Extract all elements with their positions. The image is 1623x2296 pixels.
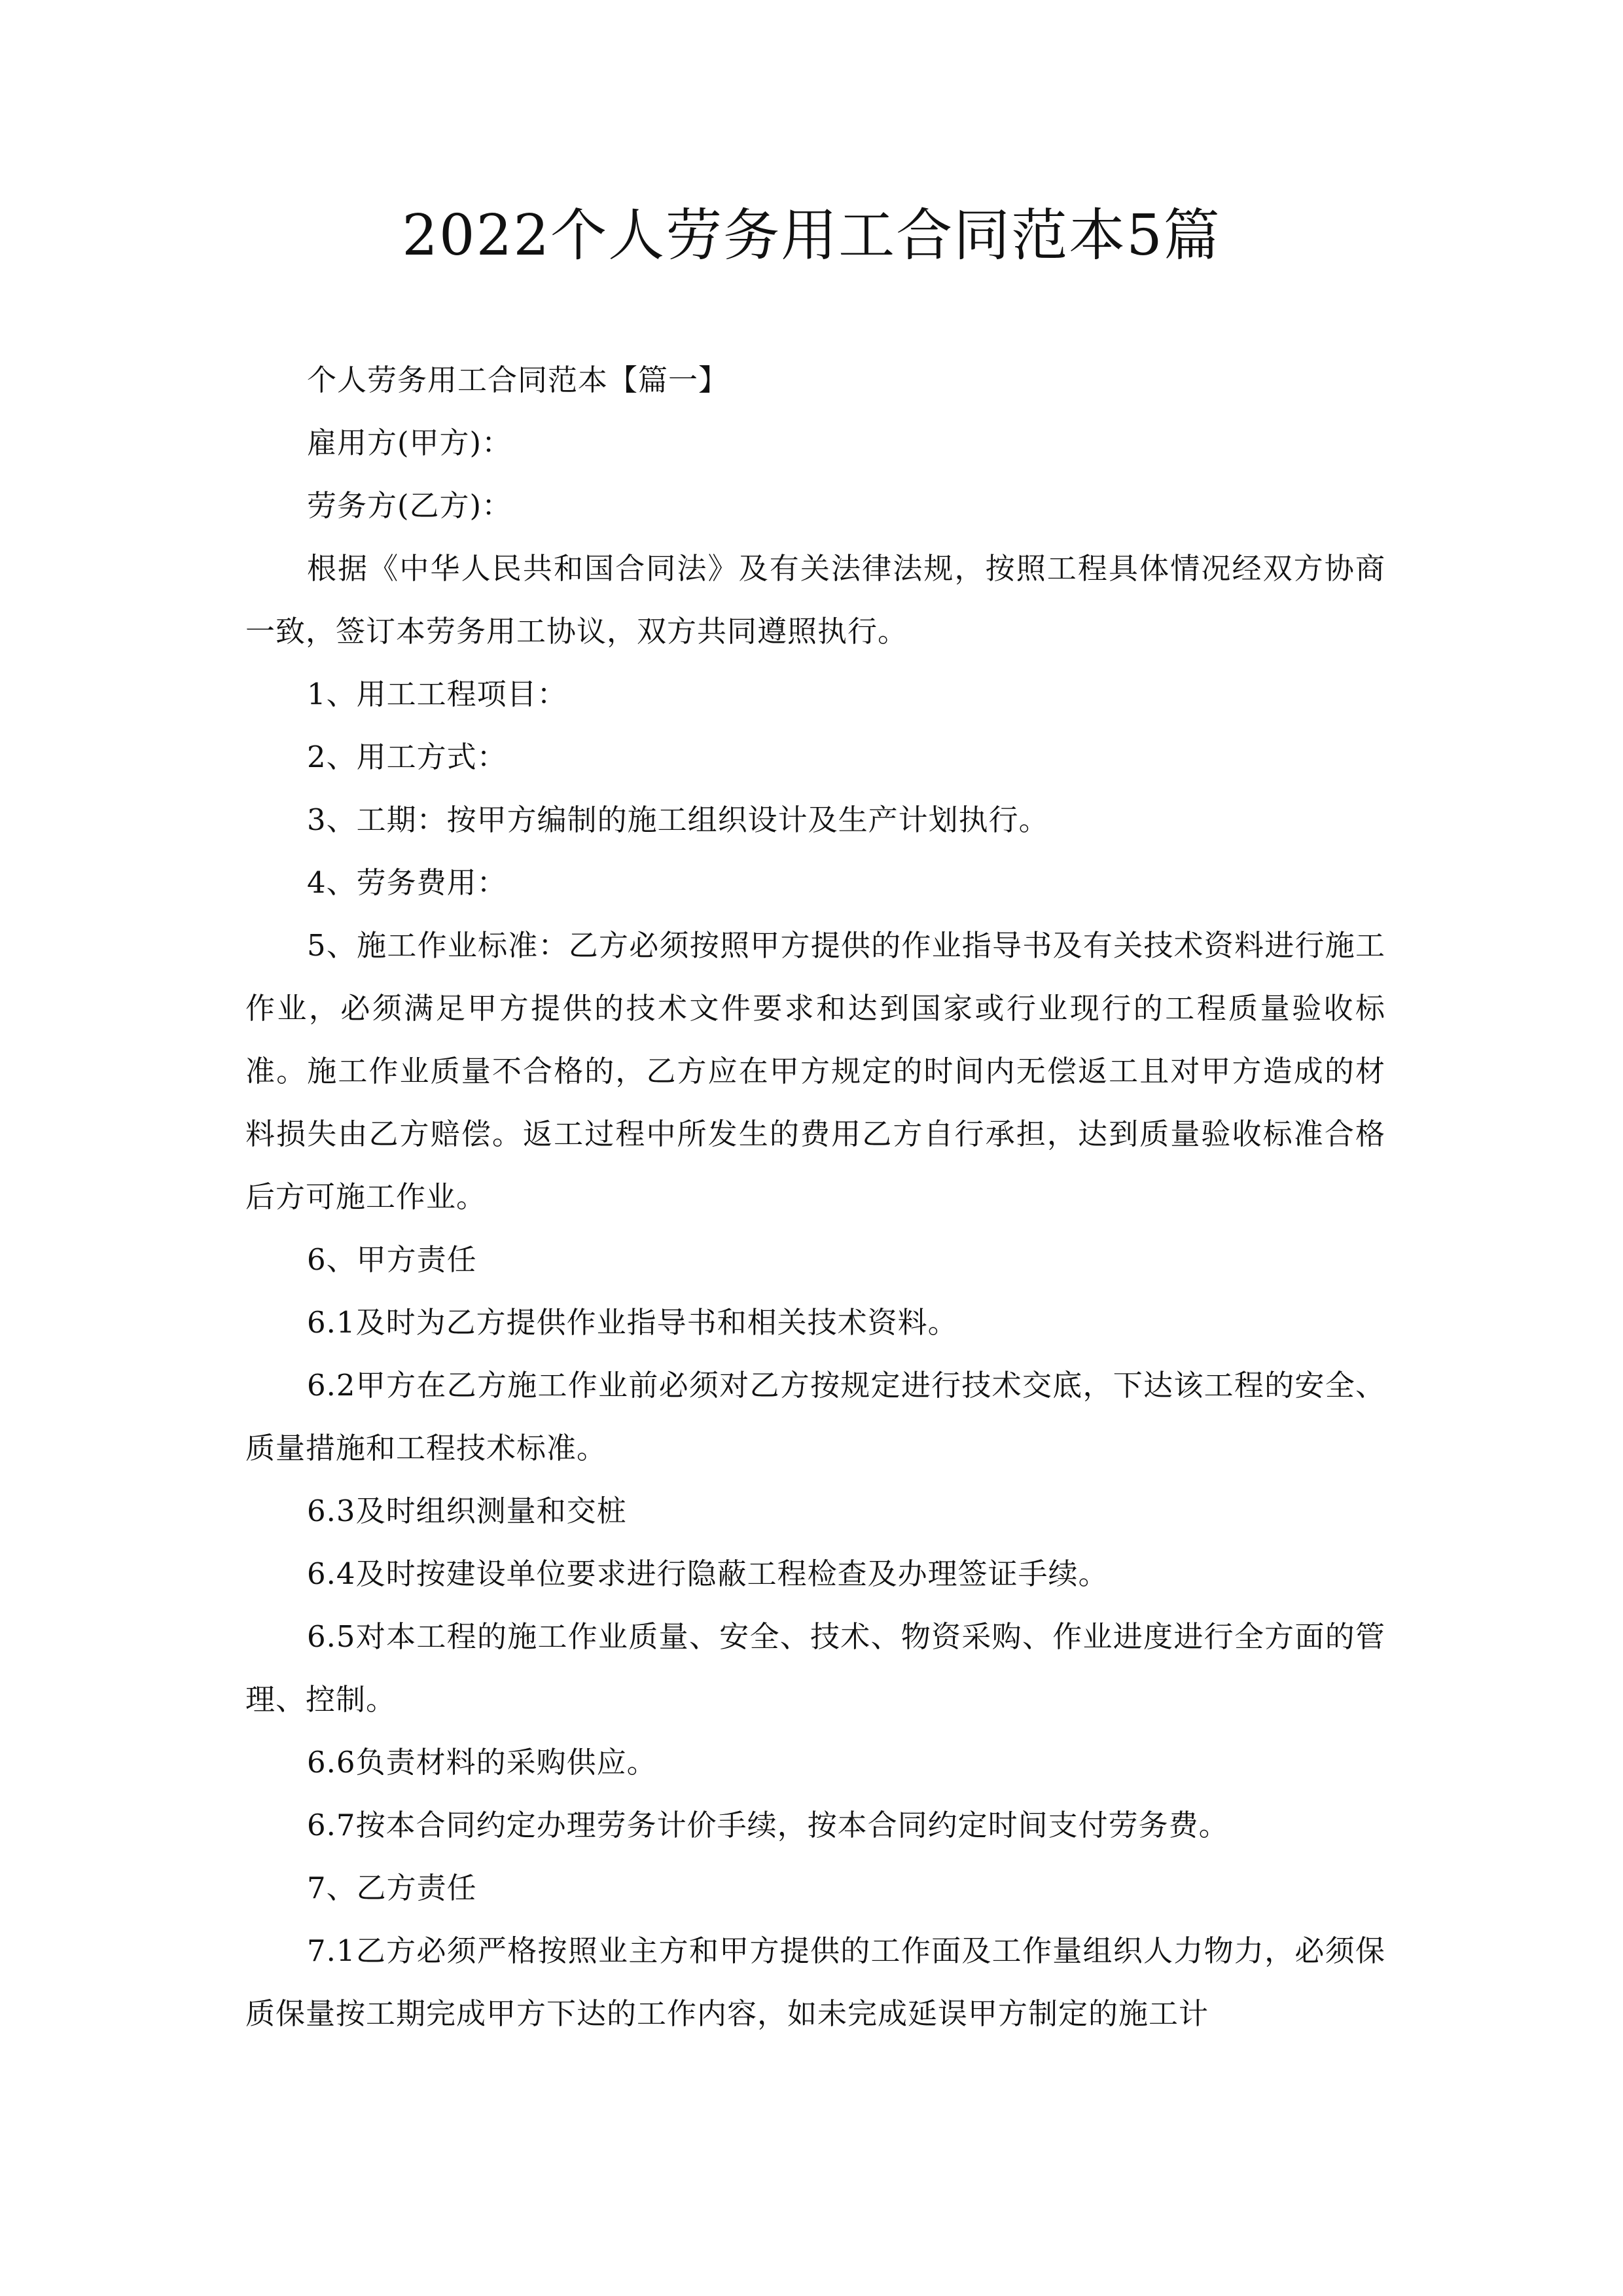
- clause-2-employment-method: 2、用工方式：: [307, 740, 507, 774]
- employer-party-line: 雇用方(甲方)：: [307, 425, 512, 460]
- clause-7-1: 7.1乙方必须严格按照业主方和甲方提供的工作面及工作量组织人力物力，必须保质保量按工期完成甲方下达的工作内容，如未完成延误甲方制定的施工计: [245, 1933, 1385, 2031]
- clause-6-2: 6.2甲方在乙方施工作业前必须对乙方按规定进行技术交底，下达该工程的安全、质量措施和工程技术标准。: [245, 1368, 1385, 1465]
- clause-6-4: 6.4及时按建设单位要求进行隐蔽工程检查及办理签证手续。: [307, 1556, 1109, 1591]
- worker-party-line: 劳务方(乙方)：: [307, 488, 512, 523]
- document-body: [245, 349, 1385, 2045]
- clause-5-work-standard: 5、施工作业标准：乙方必须按照甲方提供的作业指导书及有关技术资料进行施工作业，必须满足甲方提供的技术文件要求和达到国家或行业现行的工程质量验收标准。施工作业质量不合格的，乙方应在甲方规定的时间内无偿返工且对甲方造成的材料损失由乙方赔偿。返工过程中所发生的费用乙方自行承担，达到质量验收标准合格后方可施工作业。: [245, 928, 1385, 1214]
- clause-4-labor-fee: 4、劳务费用：: [307, 865, 507, 900]
- clause-3-schedule: 3、工期：按甲方编制的施工组织设计及生产计划执行。: [307, 802, 1049, 837]
- clause-6-1: 6.1及时为乙方提供作业指导书和相关技术资料。: [307, 1305, 958, 1340]
- preamble-paragraph: 根据《中华人民共和国合同法》及有关法律法规，按照工程具体情况经双方协商一致，签订本劳务用工协议，双方共同遵照执行。: [245, 551, 1385, 649]
- clause-1-project: 1、用工工程项目：: [307, 677, 567, 711]
- clause-6-5: 6.5对本工程的施工作业质量、安全、技术、物资采购、作业进度进行全方面的管理、控制。: [245, 1619, 1385, 1717]
- clause-7-party-b-duties: 7、乙方责任: [307, 1871, 477, 1905]
- section-heading-part-one: 个人劳务用工合同范本【篇一】: [307, 363, 729, 397]
- clause-6-party-a-duties: 6、甲方责任: [307, 1242, 477, 1277]
- clause-6-7: 6.7按本合同约定办理劳务计价手续，按本合同约定时间支付劳务费。: [307, 1808, 1229, 1842]
- document-title: 2022个人劳务用工合同范本5篇: [402, 203, 1221, 268]
- clause-6-6: 6.6负责材料的采购供应。: [307, 1745, 657, 1780]
- clause-6-3: 6.3及时组织测量和交桩: [307, 1494, 627, 1528]
